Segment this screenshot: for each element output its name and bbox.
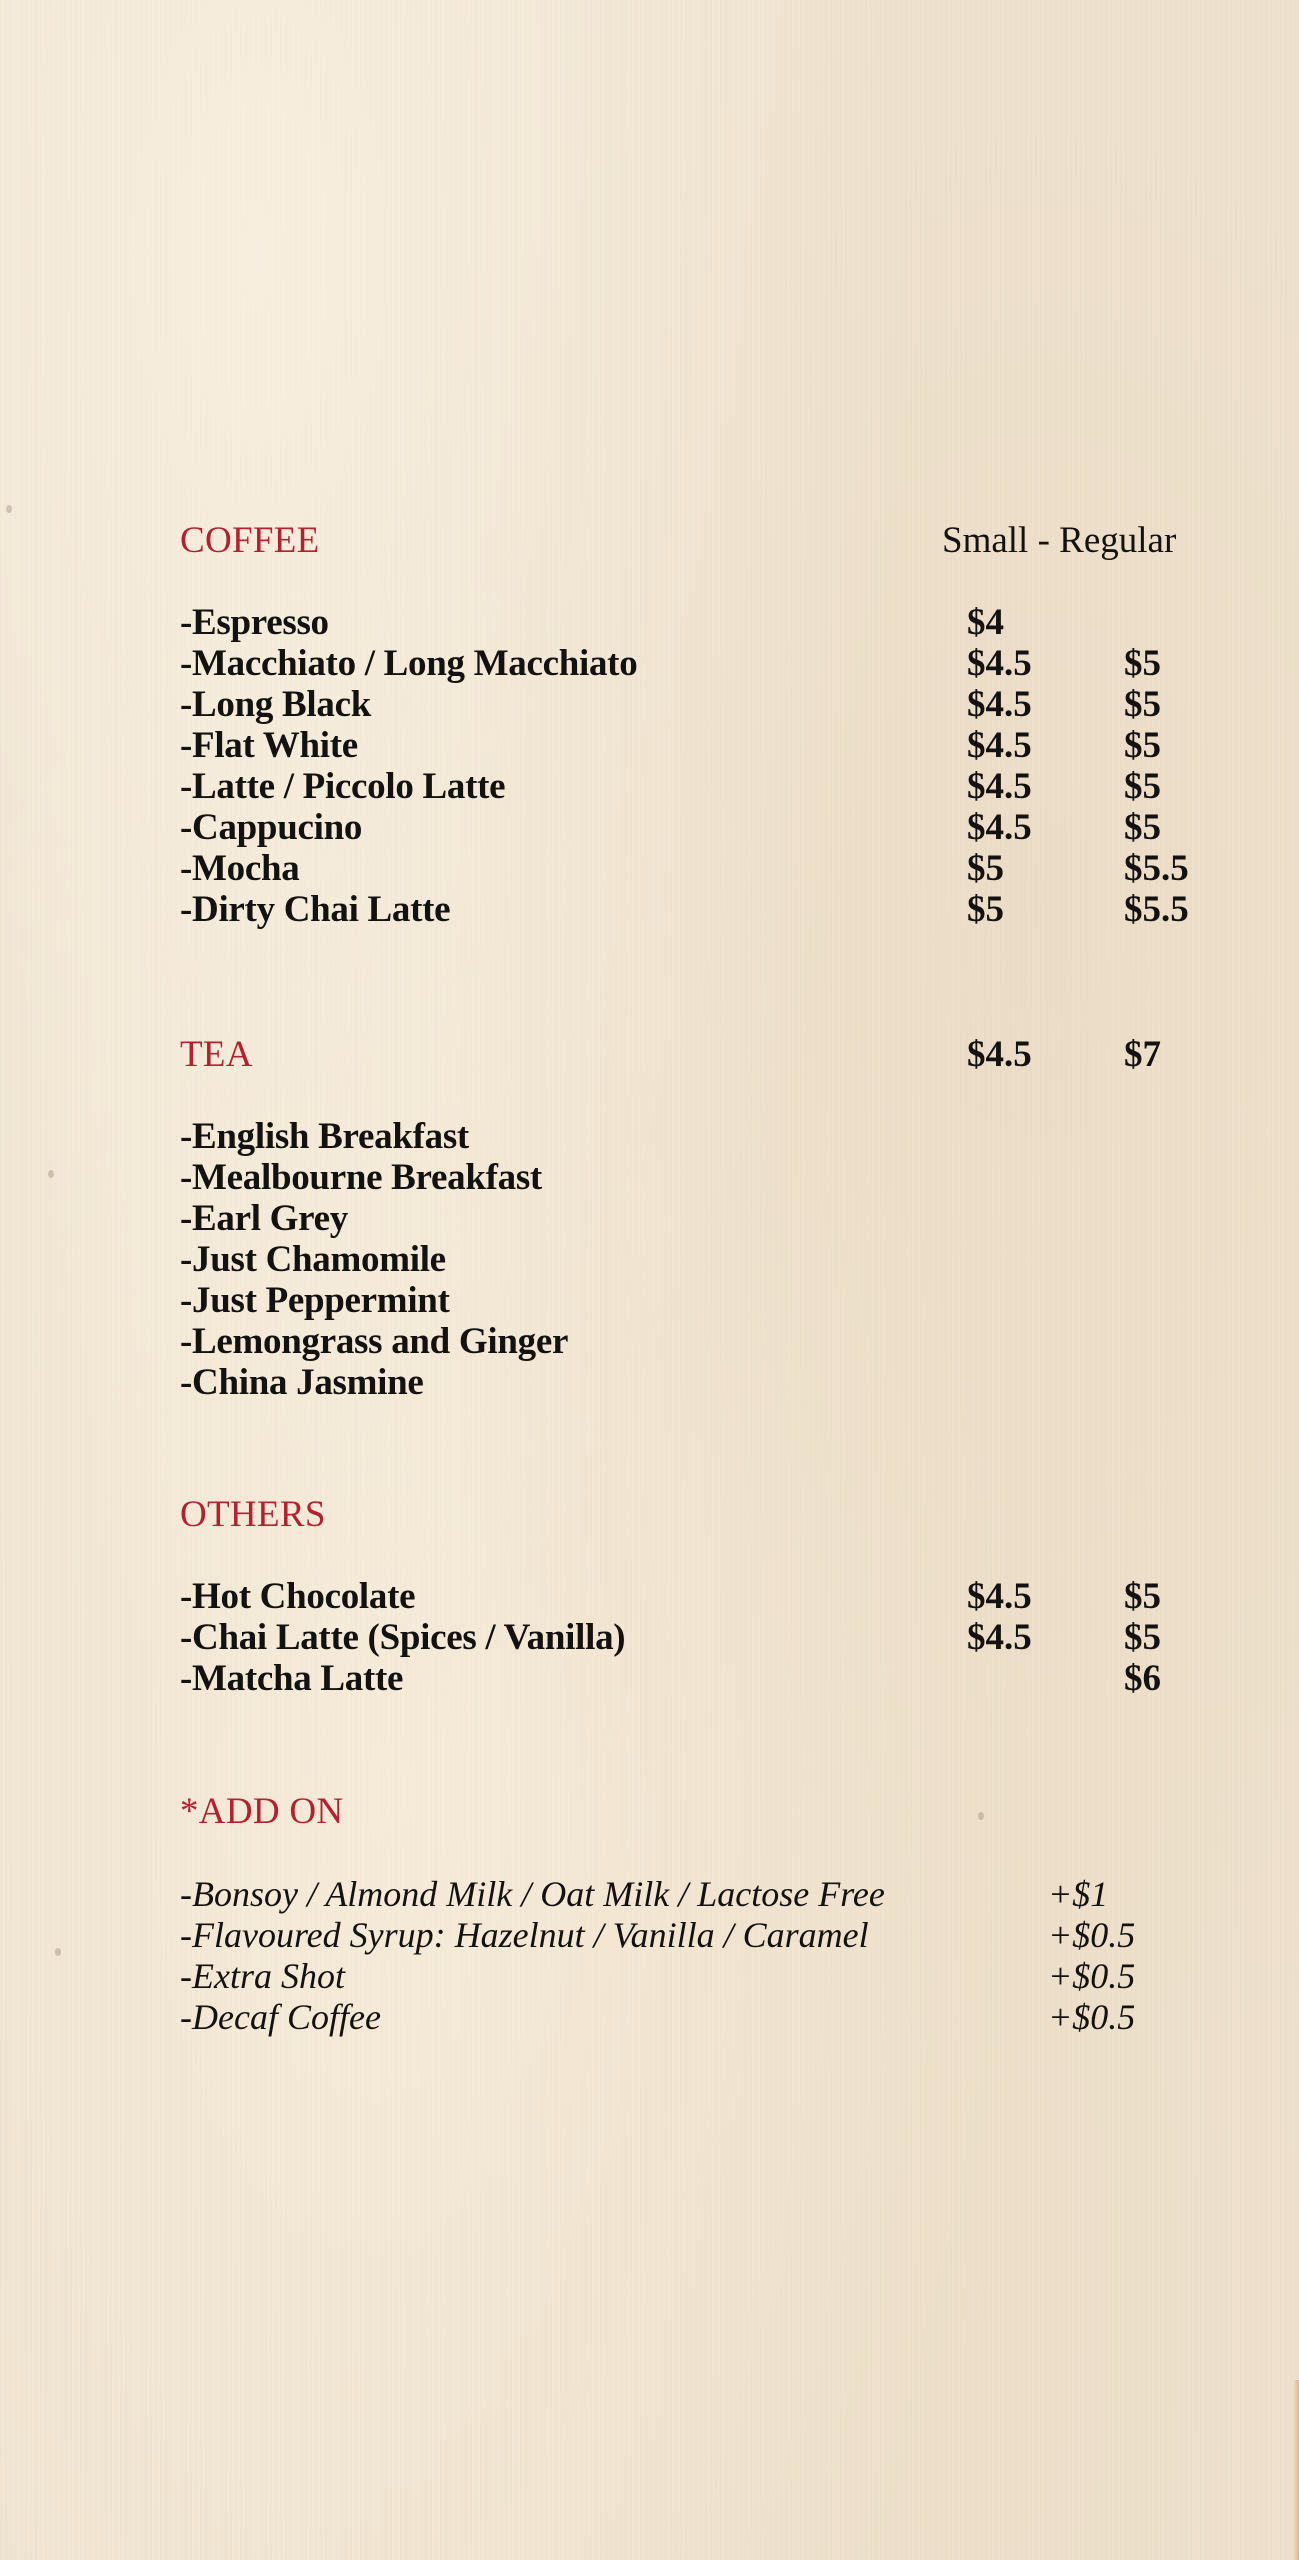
add-on-price: +$0.5 <box>1048 1956 1136 1996</box>
menu-item: -Lemongrass and Ginger <box>180 1321 569 1362</box>
add-on-heading: *ADD ON <box>180 1791 344 1832</box>
price-regular: $5 <box>1124 766 1161 807</box>
price-small: $4.5 <box>967 1576 1032 1617</box>
menu-item: -China Jasmine <box>180 1362 424 1403</box>
price-small: $4.5 <box>967 684 1032 725</box>
price-small: $4.5 <box>967 725 1032 766</box>
item-name: -Latte / Piccolo Latte <box>180 766 506 807</box>
add-on-price: +$0.5 <box>1048 1997 1136 2037</box>
menu-item: -Mealbourne Breakfast <box>180 1157 542 1198</box>
price-regular: $5 <box>1124 1617 1161 1658</box>
add-on-price: +$0.5 <box>1048 1915 1136 1955</box>
size-column-header: Small - Regular <box>942 520 1177 561</box>
price-regular: $5 <box>1124 684 1161 725</box>
add-on-name: -Bonsoy / Almond Milk / Oat Milk / Lactose Free <box>180 1874 885 1914</box>
item-name: -Matcha Latte <box>180 1658 404 1699</box>
price-small: $5 <box>967 848 1004 889</box>
item-name: -Cappucino <box>180 807 363 848</box>
add-on-name: -Extra Shot <box>180 1956 345 1996</box>
price-regular: $6 <box>1124 1658 1161 1699</box>
others-heading: OTHERS <box>180 1494 326 1535</box>
item-name: -Hot Chocolate <box>180 1576 416 1617</box>
price-small: $4.5 <box>967 643 1032 684</box>
tea-price-regular: $7 <box>1124 1034 1161 1075</box>
price-regular: $5 <box>1124 1576 1161 1617</box>
menu-item: -Just Chamomile <box>180 1239 446 1280</box>
add-on-name: -Flavoured Syrup: Hazelnut / Vanilla / Caramel <box>180 1915 869 1955</box>
price-small: $4.5 <box>967 1617 1032 1658</box>
item-name: -Espresso <box>180 602 329 643</box>
price-small: $5 <box>967 889 1004 930</box>
tea-heading: TEA <box>180 1034 253 1075</box>
tea-price-small: $4.5 <box>967 1034 1032 1075</box>
price-small: $4.5 <box>967 766 1032 807</box>
price-small: $4.5 <box>967 807 1032 848</box>
menu-item: -Just Peppermint <box>180 1280 450 1321</box>
price-small: $4 <box>967 602 1004 643</box>
menu-item: -Earl Grey <box>180 1198 348 1239</box>
price-regular: $5 <box>1124 725 1161 766</box>
menu-item: -English Breakfast <box>180 1116 469 1157</box>
add-on-price: +$1 <box>1048 1874 1109 1914</box>
item-name: -Dirty Chai Latte <box>180 889 451 930</box>
price-regular: $5.5 <box>1124 889 1189 930</box>
item-name: -Mocha <box>180 848 300 889</box>
item-name: -Macchiato / Long Macchiato <box>180 643 638 684</box>
coffee-heading: COFFEE <box>180 520 320 561</box>
price-regular: $5.5 <box>1124 848 1189 889</box>
price-regular: $5 <box>1124 807 1161 848</box>
item-name: -Long Black <box>180 684 371 725</box>
price-regular: $5 <box>1124 643 1161 684</box>
item-name: -Flat White <box>180 725 358 766</box>
add-on-name: -Decaf Coffee <box>180 1997 381 2037</box>
item-name: -Chai Latte (Spices / Vanilla) <box>180 1617 626 1658</box>
